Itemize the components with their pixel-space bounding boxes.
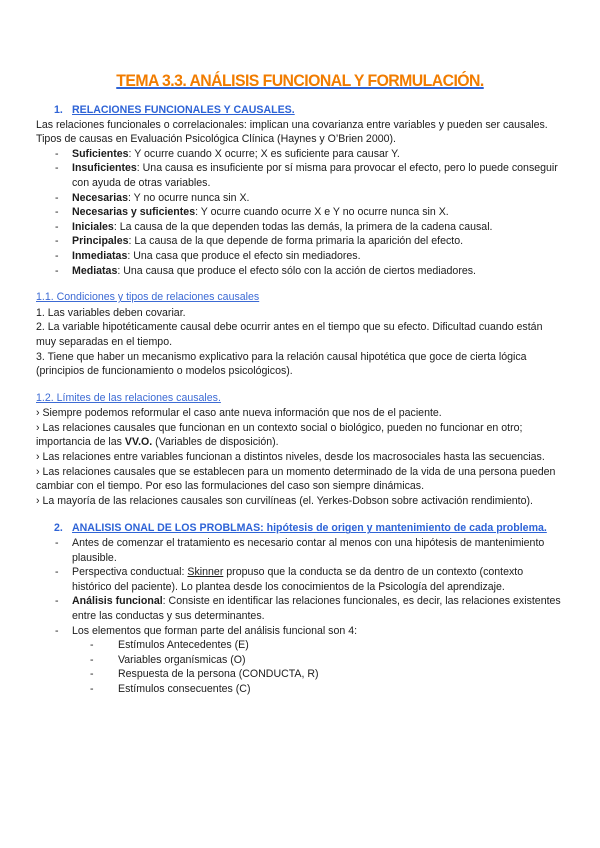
list-item: - Necesarias: Y no ocurre nunca sin X. xyxy=(55,191,250,204)
list-item: - Análisis funcional: Consiste en identificar las relaciones funcionales, es decir, las relaciones existentes entre las conductas y sus determinantes. xyxy=(55,595,561,622)
dash-bullet: - xyxy=(55,264,59,277)
dash-bullet: - xyxy=(90,653,94,666)
limit-3: › Las relaciones entre variables funcionan a distintos niveles, desde los macrosociales hasta las secuencias. xyxy=(36,451,545,464)
section-2-number: 2. xyxy=(54,522,63,535)
section-2-title: ANALISIS ONAL DE LOS PROBLMAS: hipótesis de origen y mantenimiento de cada problema. xyxy=(72,522,547,535)
list-item: - Iniciales: La causa de la que dependen todas las demás, la primera de la cadena causal. xyxy=(55,220,493,233)
list-item: - Principales: La causa de la que depende de forma primaria la aparición del efecto. xyxy=(55,235,464,248)
page-title: TEMA 3.3. ANÁLISIS FUNCIONAL Y FORMULACIÓN. xyxy=(116,71,484,90)
condition-2: 2. La variable hipotéticamente causal debe ocurrir antes en el tiempo que su efecto. Dificultad cuando están muy separadas en el tiempo. xyxy=(36,321,543,348)
list-item: - Inmediatas: Una casa que produce el efecto sin mediadores. xyxy=(55,249,361,262)
condition-3: 3. Tiene que haber un mecanismo explicativo para la relación causal hipotética que goce de cierta lógica (principios de funcionamiento o modelos psicológicos). xyxy=(36,350,527,378)
list-item: - Estímulos Antecedentes (E) xyxy=(90,639,249,652)
list-item: - Mediatas: Una causa que produce el efecto sólo con la acción de ciertos mediadores. xyxy=(55,264,476,277)
dash-bullet: - xyxy=(55,537,59,550)
list-item: - Insuficientes: Una causa es insuficiente por sí misma para provocar el efecto, pero lo puede conseguir con ayuda de otras variables. xyxy=(55,162,558,189)
section-1-title: RELACIONES FUNCIONALES Y CAUSALES. xyxy=(72,104,295,116)
dash-bullet: - xyxy=(55,191,59,204)
list-item: - Perspectiva conductual: Skinner propuso que la conducta se da dentro de un contexto (contexto histórico del paciente). Lo plantea desde los conocimientos de la Psicología del aprendizaje. xyxy=(55,566,524,593)
section-2-heading xyxy=(54,521,564,536)
dash-bullet: - xyxy=(55,220,59,233)
condition-1: 1. Las variables deben covariar. xyxy=(36,306,186,319)
subsection-1-2-heading: 1.2. Límites de las relaciones causales. xyxy=(36,391,221,404)
functional-analysis-elements-list xyxy=(36,638,564,696)
dash-bullet: - xyxy=(55,162,59,175)
dash-bullet: - xyxy=(55,249,59,262)
dash-bullet: - xyxy=(55,235,59,248)
list-item: - Suficientes: Y ocurre cuando X ocurre; X es suficiente para causar Y. xyxy=(55,147,400,160)
subsection-1-1-heading: 1.1. Condiciones y tipos de relaciones causales xyxy=(36,291,260,304)
section-2-list xyxy=(36,536,564,638)
section-1-intro: Las relaciones funcionales o correlacionales: implican una covarianza entre variables y pueden ser causales. xyxy=(36,118,548,131)
section-1-types-line: Tipos de causas en Evaluación Psicológica Clínica (Haynes y O’Brien 2000). xyxy=(36,133,396,146)
section-1-heading xyxy=(54,103,564,118)
dash-bullet: - xyxy=(55,147,59,160)
dash-bullet: - xyxy=(55,206,59,219)
list-item: - Antes de comenzar el tratamiento es necesario contar al menos con una hipótesis de mantenimiento plausible. xyxy=(55,537,545,564)
dash-bullet: - xyxy=(55,624,59,637)
limit-2: › Las relaciones causales que funcionan en un contexto social o biológico, pueden no funcionar en otro; importancia de las VV.O. (Variables de disposición). xyxy=(36,421,523,449)
section-1-number: 1. xyxy=(54,104,63,116)
list-item: - Respuesta de la persona (CONDUCTA, R) xyxy=(90,668,319,681)
limit-4: › Las relaciones causales que se establecen para un momento determinado de la vida de una persona pueden cambiar con el tiempo. Por eso las formulaciones del caso son siempre dinámicas. xyxy=(36,465,556,493)
limit-5: › La mayoría de las relaciones causales son curvilíneas (el. Yerkes-Dobson sobre activación rendimiento). xyxy=(36,494,533,507)
list-item: - Necesarias y suficientes: Y ocurre cuando ocurre X e Y no ocurre nunca sin X. xyxy=(55,206,449,219)
list-item: - Estímulos consecuentes (C) xyxy=(90,682,251,695)
list-item: - Variables organísmicas (O) xyxy=(90,653,246,666)
cause-types-list xyxy=(36,147,564,278)
dash-bullet: - xyxy=(90,639,94,652)
dash-bullet: - xyxy=(55,566,59,579)
dash-bullet: - xyxy=(55,595,59,608)
dash-bullet: - xyxy=(90,668,94,681)
dash-bullet: - xyxy=(90,682,94,695)
list-item: - Los elementos que forman parte del análisis funcional son 4: xyxy=(55,624,358,637)
limit-1: › Siempre podemos reformular el caso ante nueva información que nos de el paciente. xyxy=(36,407,442,420)
